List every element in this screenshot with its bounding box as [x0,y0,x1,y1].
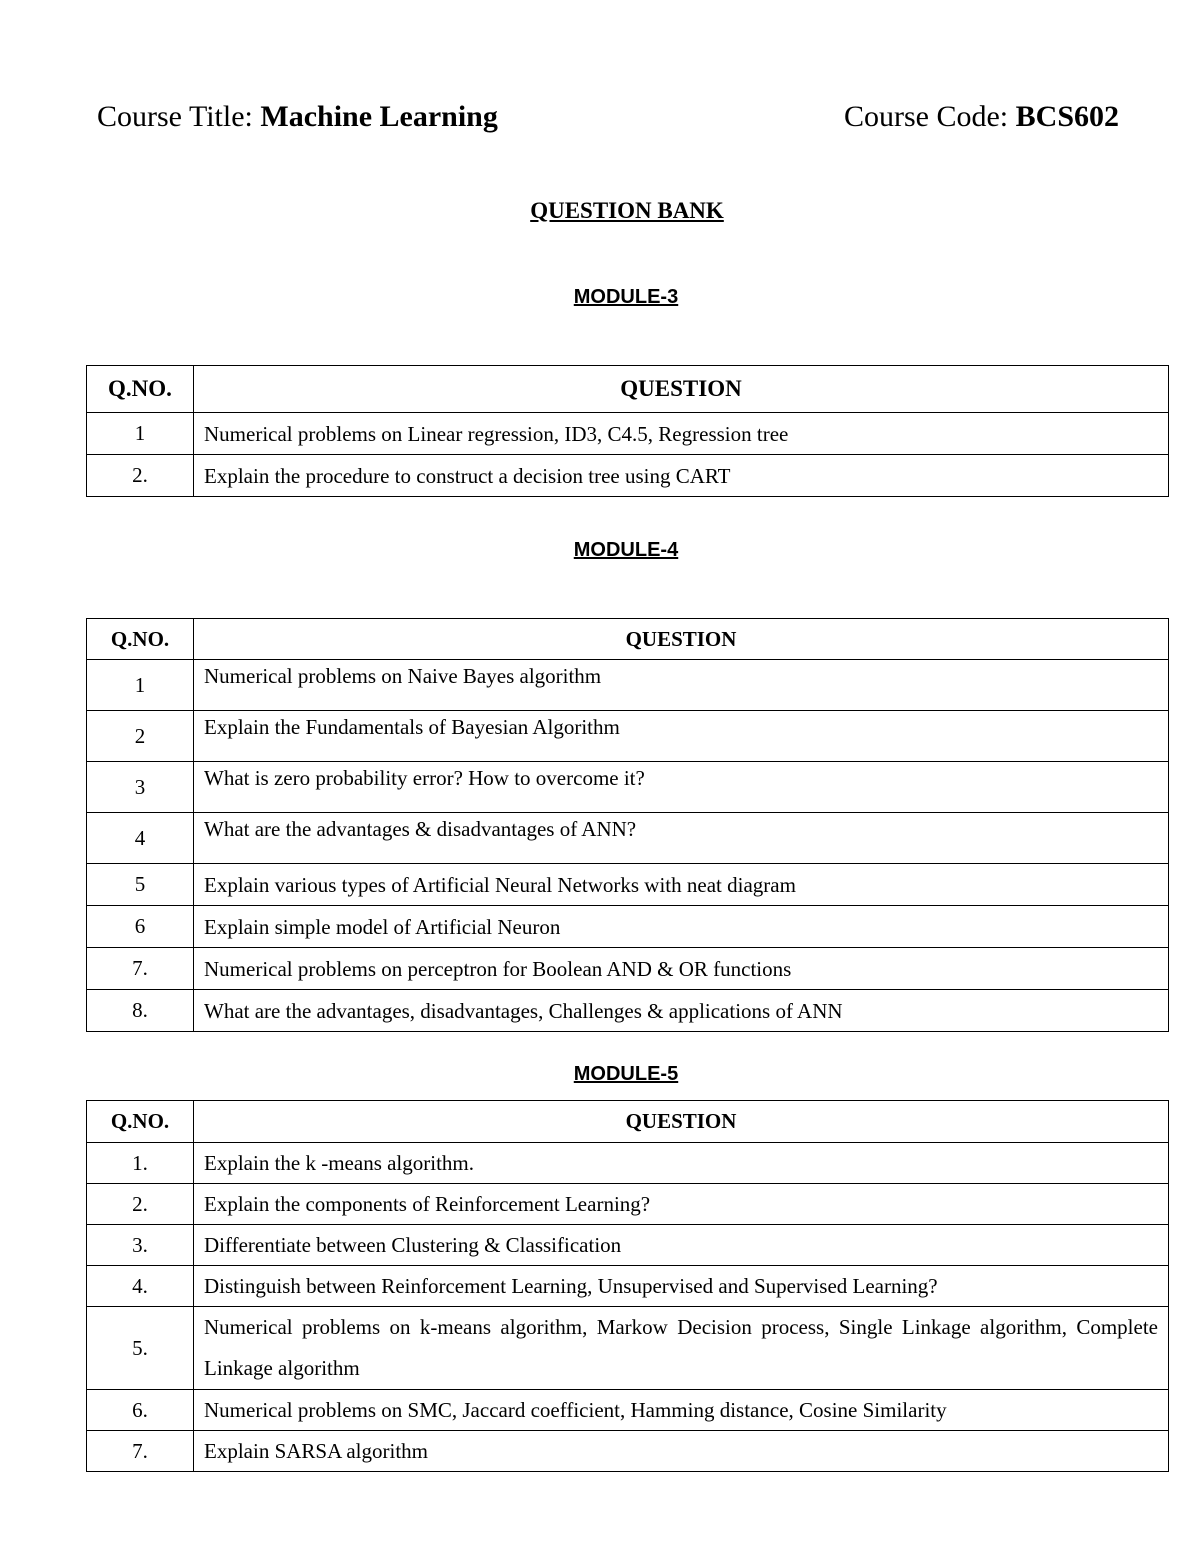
question-number: 7. [87,948,194,990]
question-text: What are the advantages, disadvantages, Challenges & applications of ANN [194,990,1169,1032]
qno-header: Q.NO. [87,366,194,413]
question-text: Numerical problems on Linear regression, ID3, C4.5, Regression tree [194,413,1169,455]
course-title [97,100,498,134]
table-row [87,990,1169,1032]
table-row [87,1143,1169,1184]
course-header [97,100,1119,144]
table-row [87,813,1169,864]
question-number: 4 [87,813,194,864]
question-number: 7. [87,1431,194,1472]
table-row [87,711,1169,762]
question-text: Explain the procedure to construct a decision tree using CART [194,455,1169,497]
table-header-row [87,619,1169,660]
course-title-value: Machine Learning [260,100,498,133]
table-row [87,1431,1169,1472]
table-row [87,762,1169,813]
module-4-table [86,618,1169,1032]
question-text: Numerical problems on Naive Bayes algorithm [194,660,1169,711]
table-row [87,1266,1169,1307]
table-row [87,864,1169,906]
question-text: Distinguish between Reinforcement Learning, Unsupervised and Supervised Learning? [194,1266,1169,1307]
question-text: Explain the components of Reinforcement Learning? [194,1184,1169,1225]
question-text: Explain SARSA algorithm [194,1431,1169,1472]
question-number: 1 [87,660,194,711]
table-row [87,1184,1169,1225]
module-4-title: MODULE-4 [573,539,679,561]
table-row [87,1390,1169,1431]
table-row [87,1225,1169,1266]
question-text: What are the advantages & disadvantages of ANN? [194,813,1169,864]
question-header: QUESTION [194,366,1169,413]
qno-header: Q.NO. [87,1101,194,1143]
question-number: 1. [87,1143,194,1184]
course-code-label: Course Code: [843,100,1016,133]
question-header: QUESTION [194,619,1169,660]
question-header: QUESTION [194,1101,1169,1143]
question-number: 8. [87,990,194,1032]
question-text: Explain the k -means algorithm. [194,1143,1169,1184]
question-bank-title: QUESTION BANK [530,198,724,223]
module-3-title: MODULE-3 [573,286,679,308]
question-text: Explain the Fundamentals of Bayesian Algorithm [194,711,1169,762]
table-row [87,1307,1169,1390]
question-number: 2 [87,711,194,762]
question-number: 2. [87,1184,194,1225]
question-number: 3. [87,1225,194,1266]
question-text: What is zero probability error? How to overcome it? [194,762,1169,813]
module-5-table [86,1100,1169,1472]
question-text: Explain simple model of Artificial Neuron [194,906,1169,948]
table-row [87,660,1169,711]
question-number: 2. [87,455,194,497]
course-title-label: Course Title: [97,100,261,133]
question-text: Numerical problems on perceptron for Boolean AND & OR functions [194,948,1169,990]
question-text: Numerical problems on SMC, Jaccard coefficient, Hamming distance, Cosine Similarity [194,1390,1169,1431]
course-code [844,100,1119,134]
table-row [87,413,1169,455]
table-row [87,948,1169,990]
question-number: 3 [87,762,194,813]
question-text: Explain various types of Artificial Neural Networks with neat diagram [194,864,1169,906]
table-row [87,455,1169,497]
question-number: 4. [87,1266,194,1307]
question-number: 6 [87,906,194,948]
question-text: Numerical problems on k-means algorithm, Markow Decision process, Single Linkage algorithm, Complete Linkage algorithm [194,1307,1169,1390]
module-5-title: MODULE-5 [573,1063,679,1085]
question-number: 5. [87,1307,194,1390]
question-number: 6. [87,1390,194,1431]
question-text: Differentiate between Clustering & Classification [194,1225,1169,1266]
module-3-table [86,365,1169,497]
table-row [87,906,1169,948]
question-number: 1 [87,413,194,455]
table-header-row [87,366,1169,413]
question-number: 5 [87,864,194,906]
qno-header: Q.NO. [87,619,194,660]
table-header-row [87,1101,1169,1143]
course-code-value: BCS602 [1015,100,1119,133]
